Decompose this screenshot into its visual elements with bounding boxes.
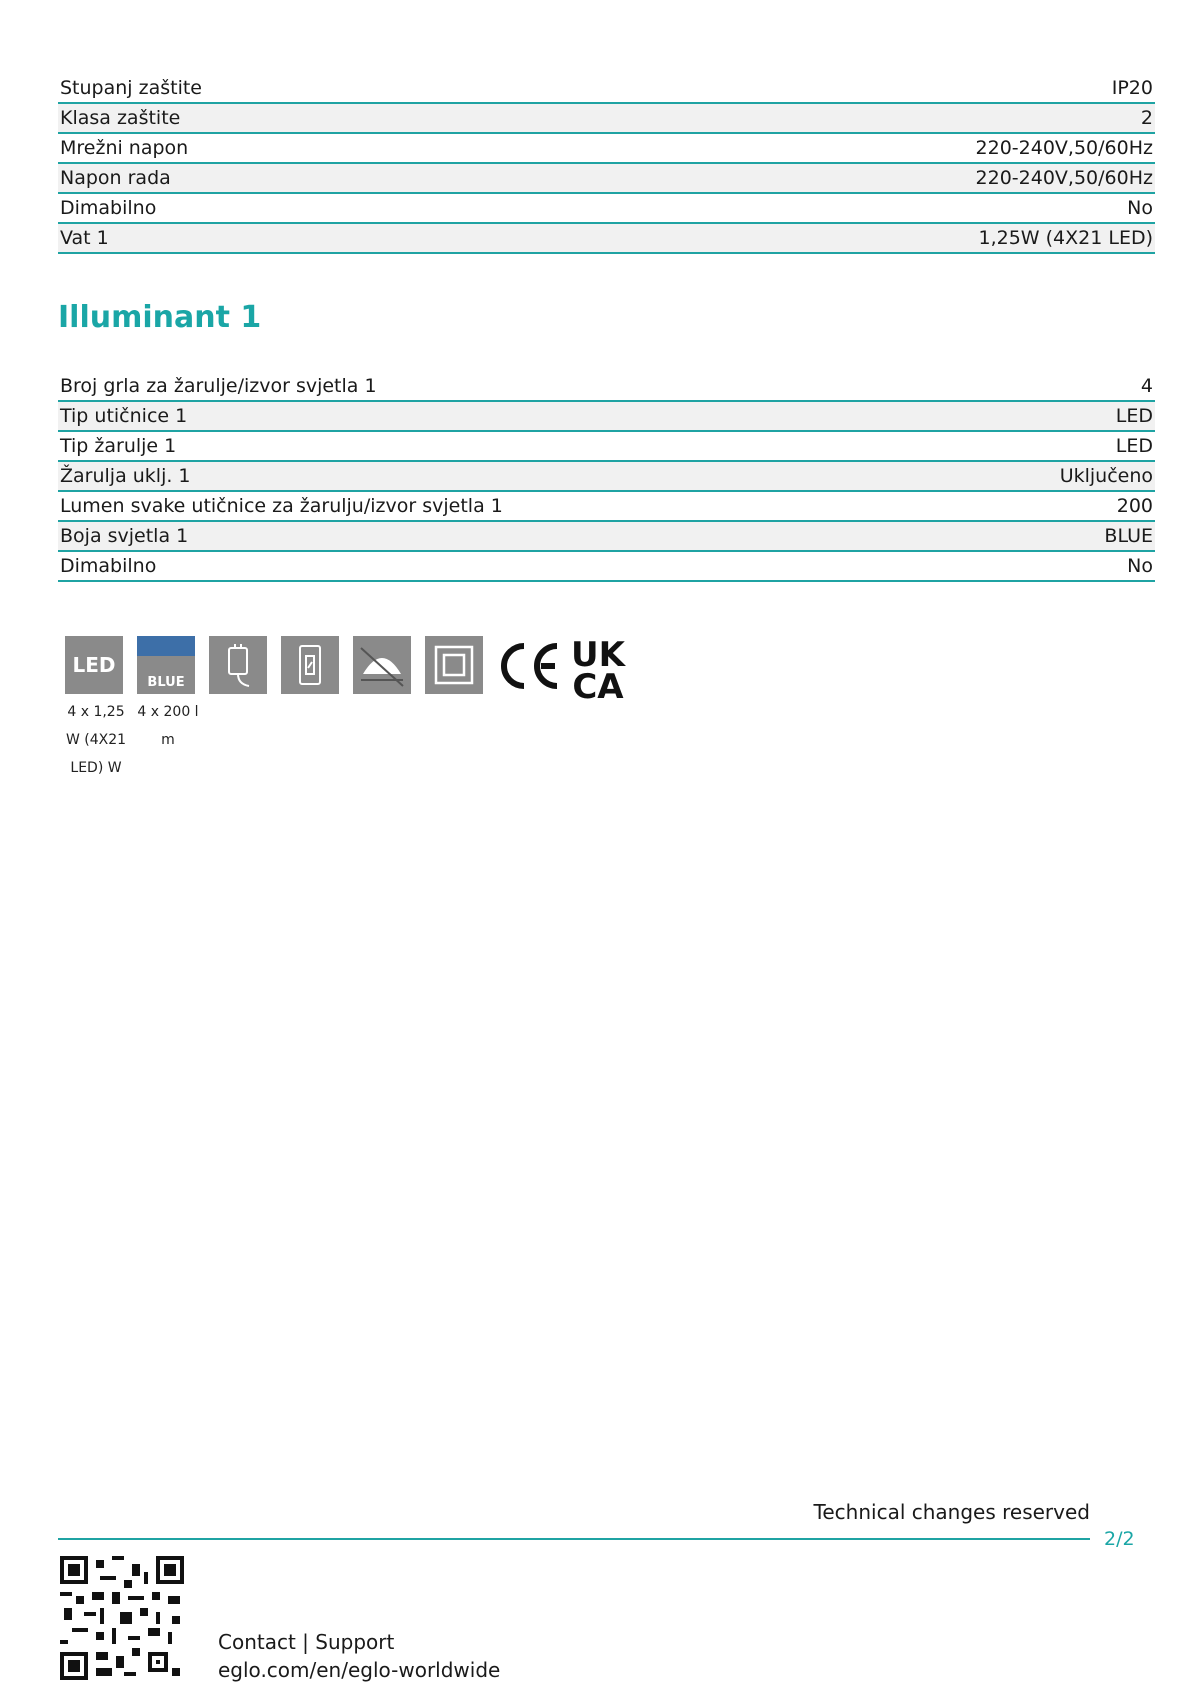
illuminant-table [58,372,1155,582]
spec-row [58,74,1155,104]
contact-block [218,1628,500,1684]
spec-label: Klasa zaštite [60,107,181,129]
caption-line: W (4X21 [65,732,127,748]
illuminant-label: Žarulja uklj. 1 [60,465,191,487]
spec-row [58,104,1155,134]
spec-row [58,134,1155,164]
blue-icon-caption [132,698,204,754]
spec-row [58,194,1155,224]
illuminant-label: Broj grla za žarulje/izvor svjetla 1 [60,375,377,397]
switch-icon [281,636,339,694]
illuminant-value: 200 [1116,495,1153,517]
spec-value: 2 [1140,107,1153,129]
no-cover-icon [353,636,411,694]
illuminant-row [58,462,1155,492]
website-link[interactable]: eglo.com/en/eglo-worldwide [218,1658,501,1682]
led-icon-label: LED [72,653,116,677]
illuminant-row [58,522,1155,552]
led-icon [65,636,123,694]
ce-mark-icon [497,636,561,696]
ukca-mark-icon [565,636,631,700]
spec-row [58,164,1155,194]
illuminant-label: Tip žarulje 1 [60,435,177,457]
spec-label: Dimabilno [60,197,157,219]
spec-table [58,74,1155,254]
illuminant-label: Lumen svake utičnice za žarulju/izvor svjetla 1 [60,495,503,517]
illuminant-row [58,372,1155,402]
illuminant-label: Dimabilno [60,555,157,577]
caption-line: LED) W [70,760,122,776]
spec-value: IP20 [1111,77,1153,99]
illuminant-row [58,402,1155,432]
spec-label: Vat 1 [60,227,109,249]
illuminant-row [58,432,1155,462]
qr-code-icon[interactable] [60,1556,184,1680]
contact-support-link[interactable]: Contact | Support [218,1630,395,1654]
plug-adapter-icon [209,636,267,694]
footer-divider [58,1538,1090,1540]
class-ii-icon [425,636,483,694]
led-icon-caption [60,698,132,782]
spec-label: Stupanj zaštite [60,77,202,99]
blue-light-icon [137,636,195,694]
illuminant-value: Uključeno [1059,465,1153,487]
page-number: 2/2 [1104,1528,1135,1550]
spec-label: Mrežni napon [60,137,189,159]
illuminant-value: 4 [1140,375,1153,397]
caption-line: m [161,732,175,748]
caption-line: 4 x 1,25 [67,704,125,720]
illuminant-label: Boja svjetla 1 [60,525,189,547]
illuminant-value: BLUE [1104,525,1153,547]
spec-label: Napon rada [60,167,171,189]
spec-value: 220-240V,50/60Hz [975,137,1153,159]
illuminant-row [58,492,1155,522]
illuminant-value: LED [1115,405,1153,427]
spec-value: 220-240V,50/60Hz [975,167,1153,189]
technical-changes-note: Technical changes reserved [813,1500,1090,1524]
spec-row [58,224,1155,254]
section-title: Illuminant 1 [58,300,262,335]
illuminant-row [58,552,1155,582]
illuminant-value: LED [1115,435,1153,457]
illuminant-label: Tip utičnice 1 [60,405,188,427]
spec-value: 1,25W (4X21 LED) [978,227,1153,249]
blue-icon-label: BLUE [147,675,185,690]
spec-value: No [1127,197,1153,219]
icon-strip [65,636,631,700]
caption-line: 4 x 200 l [137,704,199,720]
illuminant-value: No [1127,555,1153,577]
ukca-top: UK [571,636,625,675]
ukca-bottom: CA [572,667,624,700]
